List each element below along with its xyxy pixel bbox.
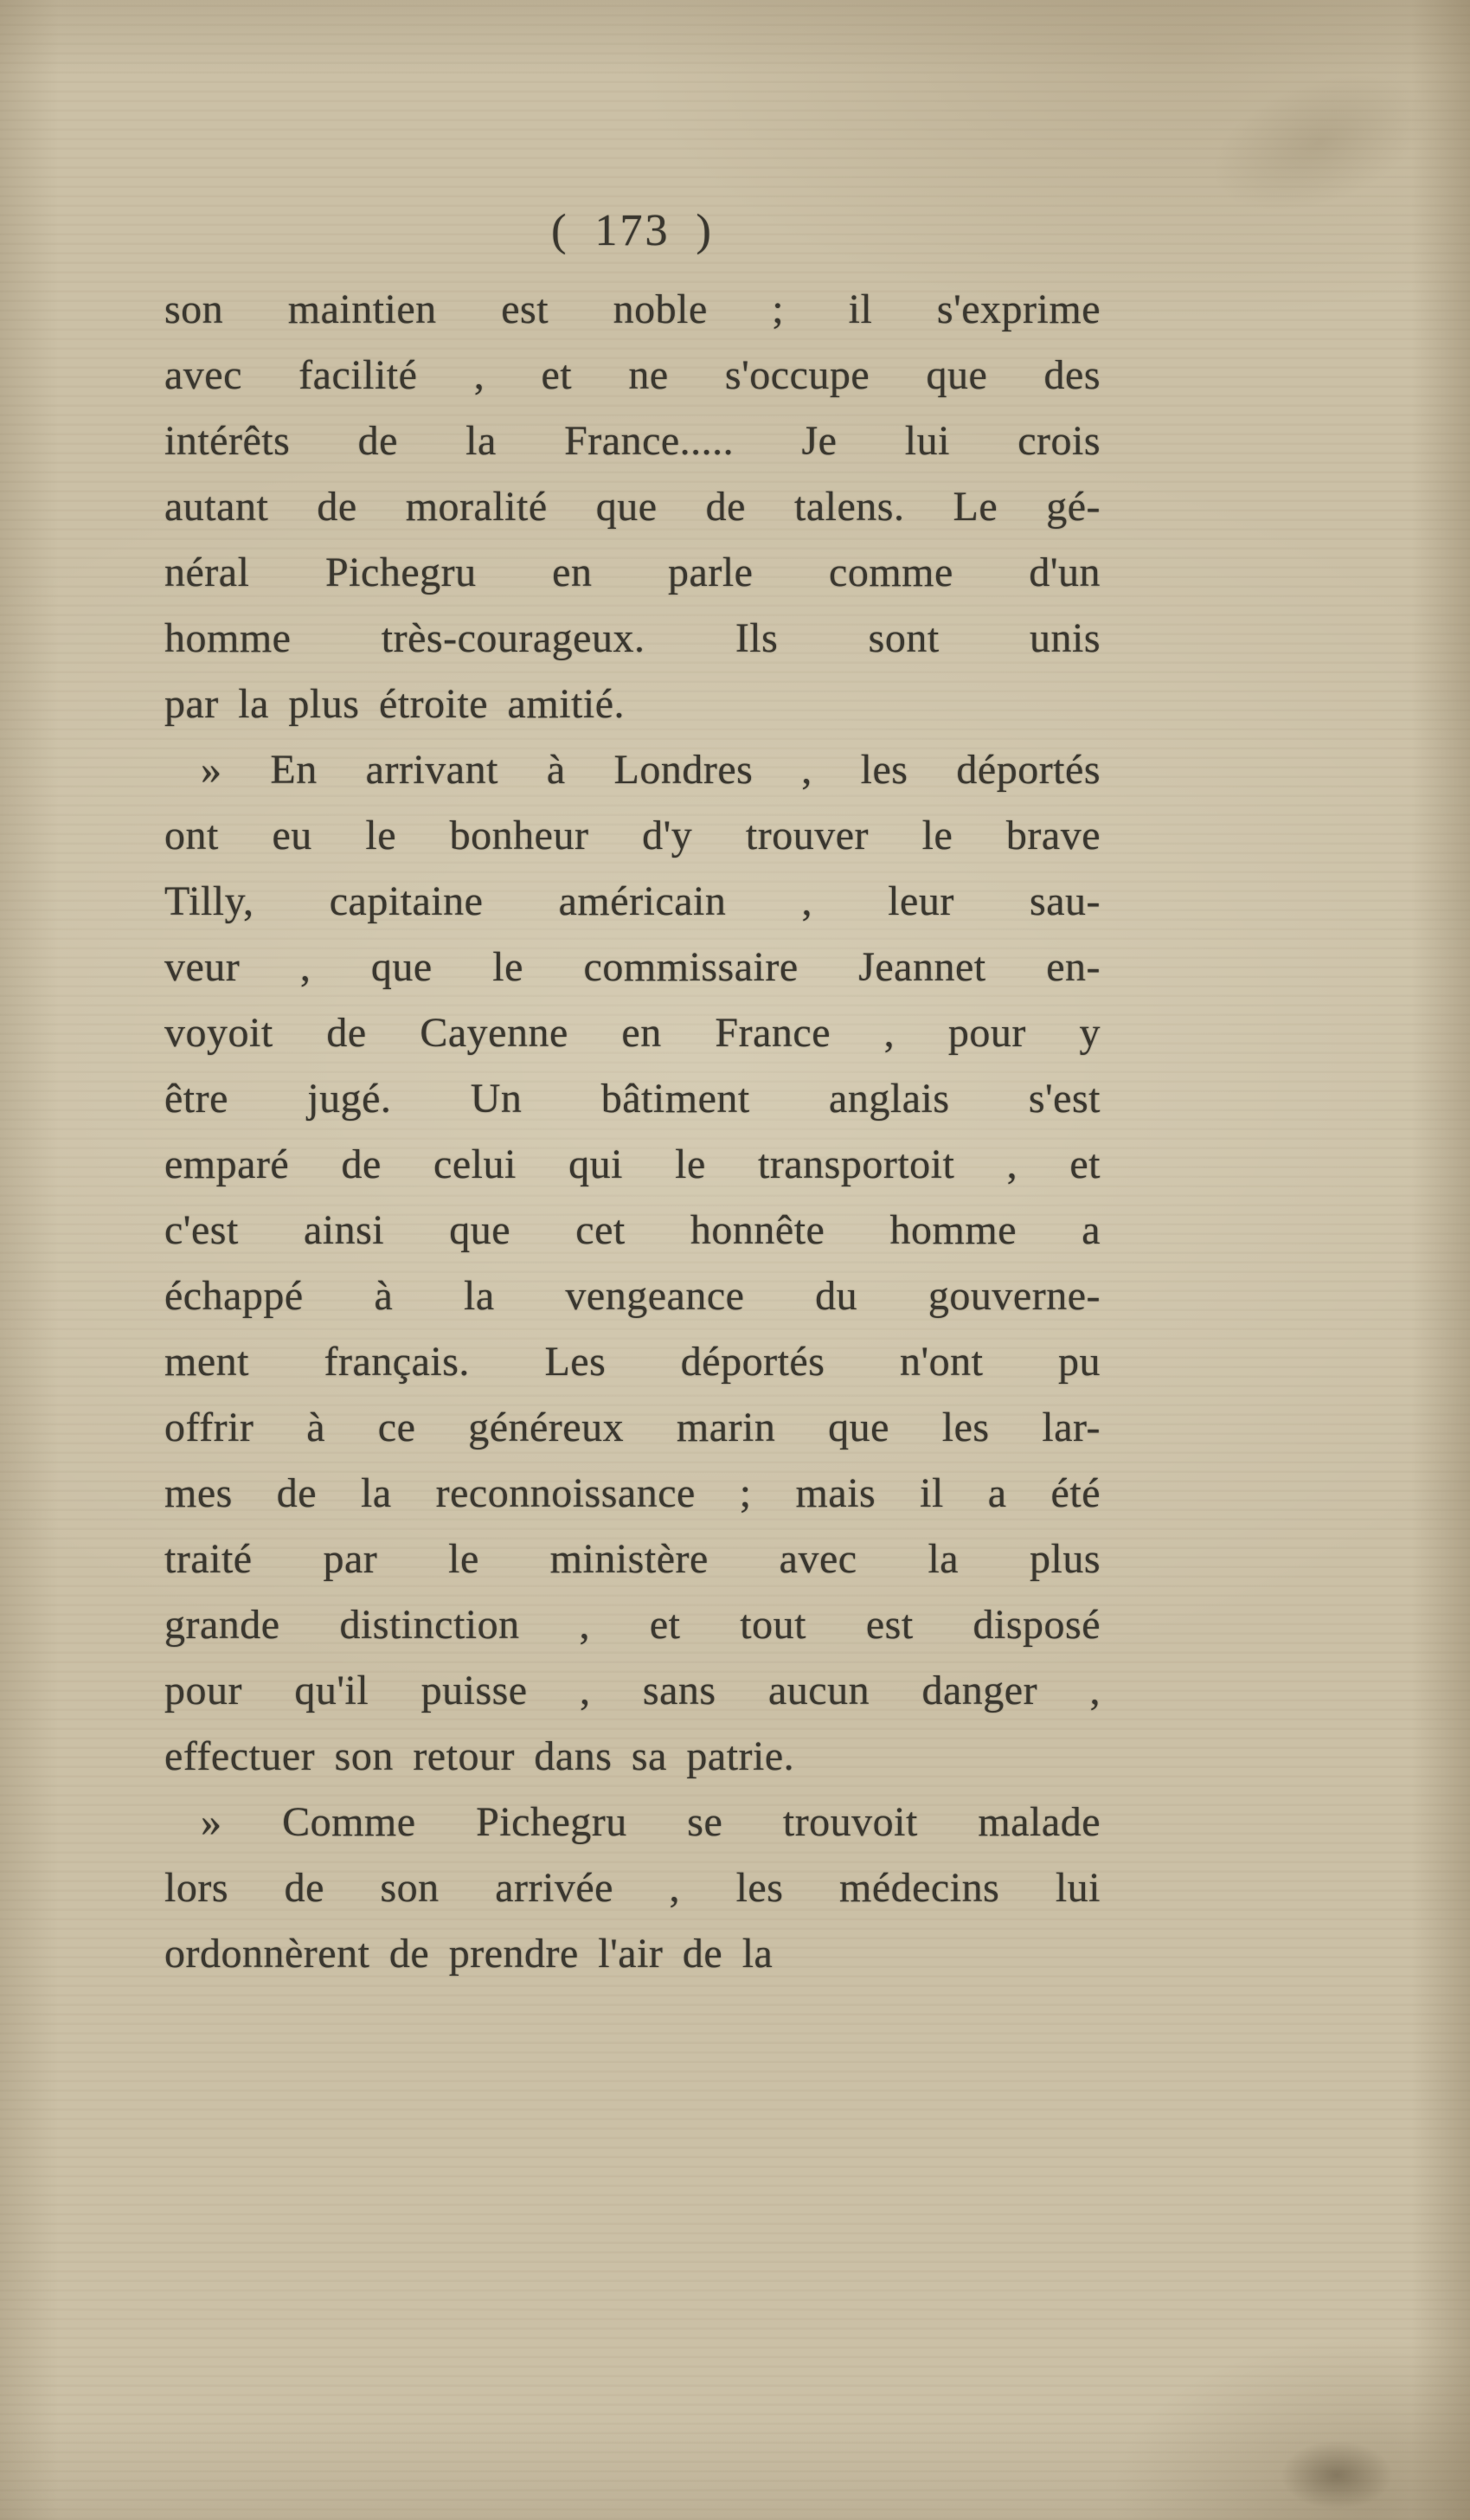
text-line: » Comme Pichegru se trouvoit malade (201, 1799, 1101, 1845)
text-line: être jugé. Un bâtiment anglais s'est (164, 1076, 1101, 1122)
text-line: intérêts de la France..... Je lui crois (164, 418, 1101, 464)
text-line: son maintien est noble ; il s'exprime (164, 286, 1101, 332)
text-line: offrir à ce généreux marin que les lar- (164, 1405, 1101, 1450)
text-line: homme très-courageux. Ils sont unis (164, 615, 1101, 661)
text-line: ordonnèrent de prendre l'air de la (164, 1931, 774, 1977)
text-line: néral Pichegru en parle comme d'un (164, 550, 1101, 595)
text-line: » En arrivant à Londres , les déportés (201, 747, 1101, 793)
text-line: ont eu le bonheur d'y trouver le brave (164, 813, 1101, 858)
page-number: ( 173 ) (551, 206, 714, 255)
text-line: emparé de celui qui le transportoit , et (164, 1141, 1101, 1187)
paper-stain (1281, 2440, 1393, 2510)
text-line: grande distinction , et tout est disposé (164, 1602, 1101, 1648)
text-line: lors de son arrivée , les médecins lui (164, 1865, 1101, 1911)
text-line: avec facilité , et ne s'occupe que des (164, 352, 1101, 398)
text-line: pour qu'il puisse , sans aucun danger , (164, 1668, 1101, 1713)
text-block (164, 277, 1101, 1987)
text-line: par la plus étroite amitié. (164, 681, 625, 727)
text-line: Tilly, capitaine américain , leur sau- (164, 878, 1101, 924)
text-line: effectuer son retour dans sa patrie. (164, 1733, 795, 1779)
text-line: ment français. Les déportés n'ont pu (164, 1339, 1101, 1385)
text-line: mes de la reconnoissance ; mais il a été (164, 1470, 1101, 1516)
text-line: c'est ainsi que cet honnête homme a (164, 1207, 1101, 1253)
paper-stain (1193, 48, 1446, 238)
text-line: échappé à la vengeance du gouverne- (164, 1273, 1101, 1319)
paragraph (164, 277, 1101, 737)
paragraph (164, 1790, 1101, 1987)
text-line: autant de moralité que de talens. Le gé- (164, 484, 1101, 530)
text-line: veur , que le commissaire Jeannet en- (164, 944, 1101, 990)
paragraph (164, 737, 1101, 1790)
page-body (164, 201, 1101, 1987)
text-line: traité par le ministère avec la plus (164, 1536, 1101, 1582)
text-line: voyoit de Cayenne en France , pour y (164, 1010, 1101, 1056)
